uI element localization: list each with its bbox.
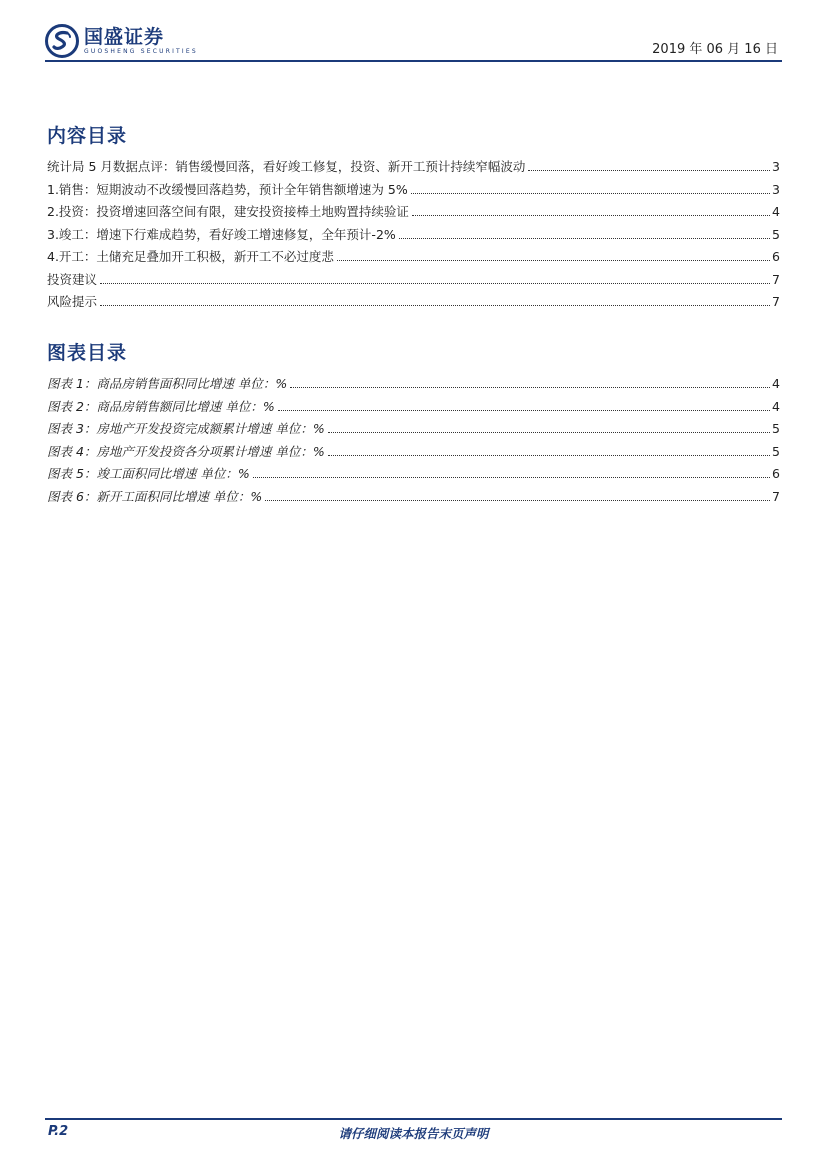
toc-item-text: 2.投资：投资增速回落空间有限，建安投资接棒土地购置持续验证 <box>47 204 409 219</box>
toc-item-page: 3 <box>772 159 780 174</box>
report-date: 2019 年 06 月 16 日 <box>652 42 778 57</box>
company-logo <box>45 24 198 58</box>
figure-item-text: 图表 6：新开工面积同比增速 单位：% <box>47 488 263 504</box>
disclaimer-note: 请仔细阅读本报告末页声明 <box>338 1126 489 1141</box>
dot-leader <box>411 193 770 194</box>
dot-leader <box>328 432 770 433</box>
toc-item-page: 7 <box>772 271 780 287</box>
figure-item[interactable] <box>47 487 780 510</box>
dot-leader <box>337 260 770 261</box>
list-of-figures <box>47 374 780 509</box>
toc-item-page: 3 <box>772 181 780 197</box>
figure-item-text: 图表 5：竣工面积同比增速 单位：% <box>47 466 250 481</box>
dot-leader <box>290 387 770 388</box>
page-header <box>45 22 782 62</box>
toc-item-text: 3.竣工：增速下行难成趋势，看好竣工增速修复，全年预计-2% <box>47 226 396 242</box>
dot-leader <box>399 238 770 239</box>
toc-item-text: 1.销售：短期波动不改缓慢回落趋势，预计全年销售额增速为 5% <box>47 181 408 197</box>
toc-title: 内容目录 <box>47 125 128 147</box>
toc-item-page: 4 <box>772 204 780 219</box>
toc-item-page: 5 <box>772 226 780 242</box>
dot-leader <box>278 410 770 411</box>
toc-item[interactable] <box>47 247 780 270</box>
figure-item-page: 5 <box>772 421 780 436</box>
guosheng-logo-icon <box>45 24 79 58</box>
toc-item[interactable] <box>47 202 780 225</box>
dot-leader <box>100 305 770 306</box>
header-divider <box>45 60 782 62</box>
figure-item-page: 4 <box>772 376 780 391</box>
toc-item[interactable] <box>47 270 780 293</box>
figure-item-page: 7 <box>772 488 780 504</box>
figure-item[interactable] <box>47 464 780 487</box>
toc-item-text: 风险提示 <box>47 294 98 309</box>
logo-chinese-name: 国盛证券 <box>84 26 165 48</box>
logo-english-name: GUOSHENG SECURITIES <box>84 48 198 55</box>
figure-item-text: 图表 4：房地产开发投资各分项累计增速 单位：% <box>47 443 325 459</box>
figure-item-text: 图表 3：房地产开发投资完成额累计增速 单位：% <box>47 421 325 436</box>
toc-item-text: 统计局 5 月数据点评：销售缓慢回落，看好竣工修复，投资、新开工预计持续窄幅波动 <box>47 159 526 174</box>
toc-item-text: 4.开工：土储充足叠加开工积极，新开工不必过度悲 <box>47 249 334 264</box>
figure-item[interactable] <box>47 419 780 442</box>
figure-item[interactable] <box>47 374 780 397</box>
figures-title: 图表目录 <box>47 342 128 364</box>
page-number: P.2 <box>48 1124 69 1139</box>
figure-item-page: 6 <box>772 466 780 481</box>
toc-item[interactable] <box>47 292 780 315</box>
dot-leader <box>100 283 770 284</box>
table-of-contents <box>47 157 780 315</box>
toc-item[interactable] <box>47 180 780 203</box>
toc-item[interactable] <box>47 225 780 248</box>
figure-item[interactable] <box>47 442 780 465</box>
dot-leader <box>253 477 770 478</box>
figure-item-text: 图表 1：商品房销售面积同比增速 单位：% <box>47 376 288 391</box>
dot-leader <box>412 215 770 216</box>
figure-item-text: 图表 2：商品房销售额同比增速 单位：% <box>47 398 275 414</box>
dot-leader <box>328 455 770 456</box>
figure-item-page: 5 <box>772 443 780 459</box>
toc-item-page: 6 <box>772 249 780 264</box>
toc-item-page: 7 <box>772 294 780 309</box>
toc-item[interactable] <box>47 157 780 180</box>
footer-divider <box>45 1118 782 1120</box>
figure-item[interactable] <box>47 397 780 420</box>
figure-item-page: 4 <box>772 398 780 414</box>
toc-item-text: 投资建议 <box>47 271 98 287</box>
dot-leader <box>528 170 770 171</box>
dot-leader <box>265 500 770 501</box>
